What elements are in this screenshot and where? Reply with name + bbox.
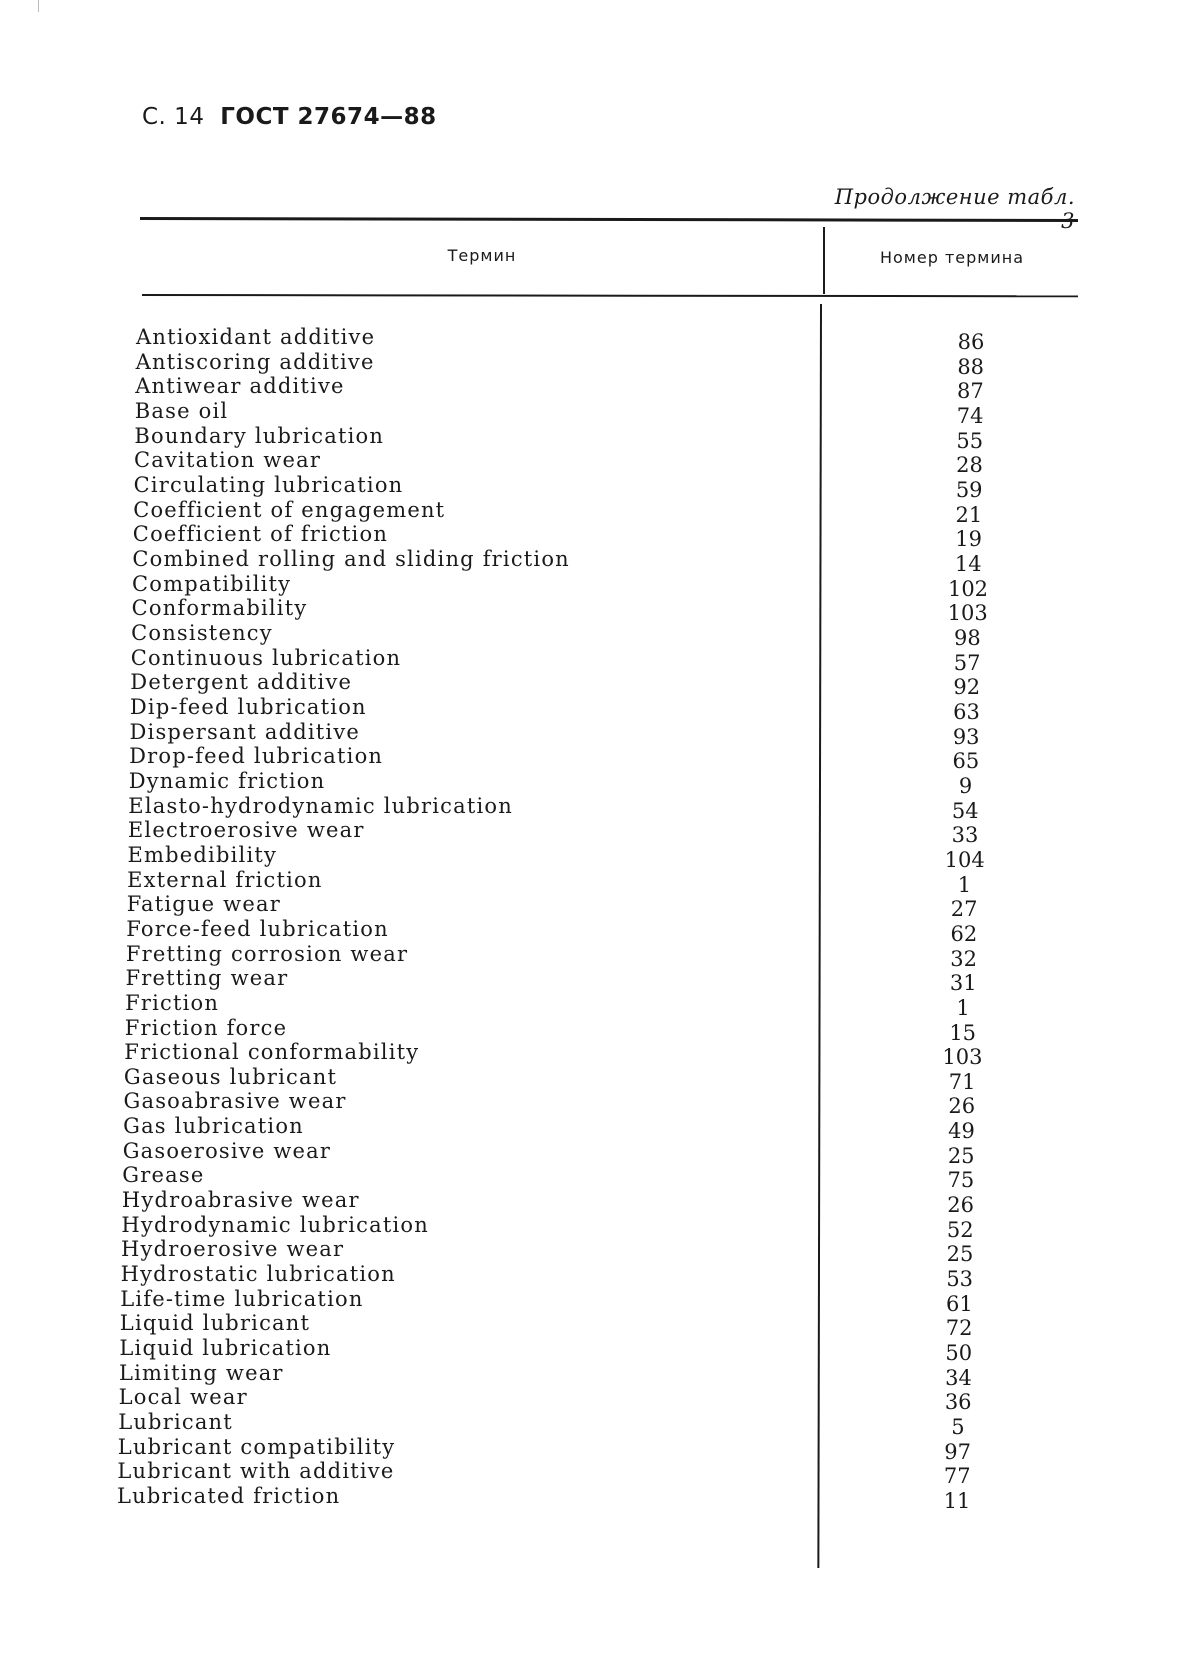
table-row <box>0 1360 1187 1390</box>
term-text: Continuous lubrication <box>130 645 402 670</box>
term-number: 26 <box>947 1193 974 1218</box>
table-row <box>0 349 1187 379</box>
term-text: Antioxidant additive <box>136 325 376 349</box>
term-text: Embedibility <box>127 842 278 867</box>
term-number: 34 <box>945 1365 972 1390</box>
term-number: 11 <box>943 1489 971 1513</box>
term-text: Dynamic friction <box>128 768 326 793</box>
term-number: 53 <box>946 1267 974 1292</box>
term-text: Lubricant compatibility <box>117 1434 396 1459</box>
table-row <box>0 596 1187 626</box>
table-row <box>0 620 1187 650</box>
term-text: Electroerosive wear <box>127 818 365 843</box>
term-number: 87 <box>957 379 984 404</box>
term-text: Liquid lubricant <box>119 1311 311 1336</box>
term-text: Force-feed lubrication <box>126 916 389 941</box>
term-number: 54 <box>951 798 979 823</box>
term-text: Dispersant additive <box>129 719 361 744</box>
term-text: Hydroerosive wear <box>121 1237 345 1262</box>
table-row <box>0 1138 1187 1168</box>
table-row <box>0 916 1187 946</box>
table-row <box>0 793 1187 823</box>
term-text: Gaseous lubricant <box>123 1064 338 1089</box>
term-number: 72 <box>945 1316 973 1341</box>
table-row <box>0 1015 1187 1045</box>
term-text: Elasto-hydrodynamic lubrication <box>128 793 513 818</box>
term-text: Lubricant with additive <box>117 1459 395 1484</box>
term-text: Limiting wear <box>119 1360 284 1385</box>
table-row <box>0 990 1187 1020</box>
table-row <box>0 768 1187 798</box>
column-header-number: Номер термина <box>879 248 1025 267</box>
term-number: 104 <box>944 847 985 872</box>
term-number: 25 <box>947 1143 975 1168</box>
table-row <box>0 1459 1187 1489</box>
term-number: 5 <box>951 1415 965 1439</box>
term-number: 49 <box>948 1119 975 1144</box>
term-number: 27 <box>950 897 978 922</box>
term-number: 31 <box>949 971 977 996</box>
term-number: 14 <box>954 551 982 576</box>
table-row <box>0 719 1187 749</box>
term-text: Circulating lubrication <box>133 473 404 497</box>
term-number: 61 <box>946 1291 973 1316</box>
term-number: 98 <box>954 625 981 650</box>
term-text: Antiwear additive <box>135 374 345 399</box>
term-text: Gasoabrasive wear <box>123 1089 347 1114</box>
table-row <box>0 473 1187 502</box>
table-row <box>0 941 1187 971</box>
term-number: 9 <box>958 773 973 798</box>
table-row <box>0 1286 1187 1316</box>
term-number: 59 <box>955 478 983 502</box>
term-number: 103 <box>942 1045 983 1070</box>
term-number: 88 <box>957 354 985 379</box>
term-text: Combined rolling and sliding friction <box>132 546 570 571</box>
table-row <box>0 1188 1187 1218</box>
table-row <box>0 1434 1187 1464</box>
term-number: 55 <box>956 428 984 453</box>
term-number: 50 <box>945 1341 973 1365</box>
term-text: Conformability <box>131 596 308 621</box>
term-number: 86 <box>957 330 985 354</box>
term-text: Liquid lubrication <box>119 1336 332 1360</box>
table-row <box>0 1114 1187 1144</box>
table-row <box>0 1163 1187 1193</box>
term-number: 103 <box>947 601 988 626</box>
term-text: Lubricated friction <box>117 1484 341 1508</box>
table-row <box>0 744 1187 774</box>
term-text: Friction <box>125 990 220 1015</box>
table-row <box>0 325 1187 354</box>
table-row <box>0 670 1187 700</box>
table-row <box>0 399 1187 428</box>
term-text: Cavitation wear <box>134 448 322 473</box>
table-row <box>0 1212 1187 1242</box>
table-row <box>0 1410 1187 1439</box>
term-number: 15 <box>949 1020 977 1045</box>
term-number: 97 <box>944 1439 971 1464</box>
term-text: Base oil <box>134 399 229 423</box>
term-number: 75 <box>947 1168 975 1193</box>
term-number: 77 <box>943 1464 971 1489</box>
table-row <box>0 497 1187 527</box>
term-text: Hydrodynamic lubrication <box>121 1212 429 1237</box>
table-row <box>0 1385 1187 1415</box>
table-row <box>0 694 1187 724</box>
table-row <box>0 1311 1187 1341</box>
term-text: Hydroabrasive wear <box>121 1188 360 1213</box>
term-number: 63 <box>953 699 980 724</box>
term-text: Drop-feed lubrication <box>129 744 384 769</box>
table-continuation-caption: Продолжение табл. <box>834 185 1075 209</box>
term-number: 57 <box>953 650 981 675</box>
page-number: С. 14 <box>142 104 205 130</box>
term-text: Coefficient of engagement <box>133 497 446 522</box>
term-text: Boundary lubrication <box>134 423 385 448</box>
term-number: 21 <box>955 502 983 527</box>
table-row <box>0 1237 1187 1267</box>
table-row <box>0 842 1187 872</box>
term-number: 36 <box>944 1390 972 1415</box>
term-number: 19 <box>955 527 982 552</box>
table-row <box>0 1262 1187 1292</box>
term-text: External friction <box>127 867 323 892</box>
term-number: 62 <box>950 921 978 946</box>
term-text: Gas lubrication <box>123 1114 304 1139</box>
term-number: 26 <box>948 1094 976 1119</box>
table-row <box>0 818 1187 848</box>
term-text: Fatigue wear <box>126 892 281 917</box>
term-text: Gasoerosive wear <box>122 1138 332 1163</box>
table-row <box>0 546 1187 576</box>
term-number: 32 <box>950 946 977 971</box>
column-header-term: Термин <box>447 246 517 265</box>
term-text: Friction force <box>124 1015 288 1040</box>
term-number: 33 <box>951 823 979 848</box>
table-row <box>0 1064 1187 1094</box>
table-row <box>0 1089 1187 1119</box>
term-text: Coefficient of friction <box>132 522 389 547</box>
table-row <box>0 571 1187 601</box>
term-number: 74 <box>956 404 984 428</box>
term-text: Antiscoring additive <box>135 349 375 374</box>
term-number: 71 <box>948 1069 976 1094</box>
table-row <box>0 374 1187 404</box>
term-number: 1 <box>957 872 972 897</box>
term-text: Hydrostatic lubrication <box>120 1262 396 1287</box>
term-text: Fretting wear <box>125 966 289 991</box>
table-row <box>0 448 1187 478</box>
term-number: 92 <box>953 675 981 700</box>
table-row <box>0 867 1187 897</box>
term-text: Dip-feed lubrication <box>129 694 367 719</box>
table-row <box>0 645 1187 675</box>
term-number: 93 <box>952 724 980 749</box>
term-text: Frictional conformability <box>124 1040 420 1065</box>
term-number: 52 <box>946 1217 974 1242</box>
term-number: 65 <box>952 749 980 774</box>
term-text: Fretting corrosion wear <box>125 941 409 966</box>
term-text: Lubricant <box>118 1410 233 1434</box>
table-row <box>0 1040 1187 1070</box>
table-row <box>0 966 1187 996</box>
term-text: Local wear <box>118 1385 248 1410</box>
term-text: Detergent additive <box>130 670 353 695</box>
term-text: Grease <box>122 1163 205 1188</box>
table-row <box>0 423 1187 453</box>
term-text: Consistency <box>131 620 273 645</box>
standard-designation: ГОСТ 27674—88 <box>220 104 437 130</box>
term-number: 102 <box>947 576 989 601</box>
term-number: 25 <box>946 1242 974 1267</box>
table-row <box>0 892 1187 922</box>
term-text: Compatibility <box>132 571 292 596</box>
table-row <box>0 522 1187 552</box>
table-row <box>0 1484 1187 1513</box>
term-number: 28 <box>956 453 983 478</box>
term-text: Life-time lubrication <box>120 1286 364 1311</box>
table-row <box>0 1336 1187 1365</box>
term-number: 1 <box>956 995 970 1020</box>
